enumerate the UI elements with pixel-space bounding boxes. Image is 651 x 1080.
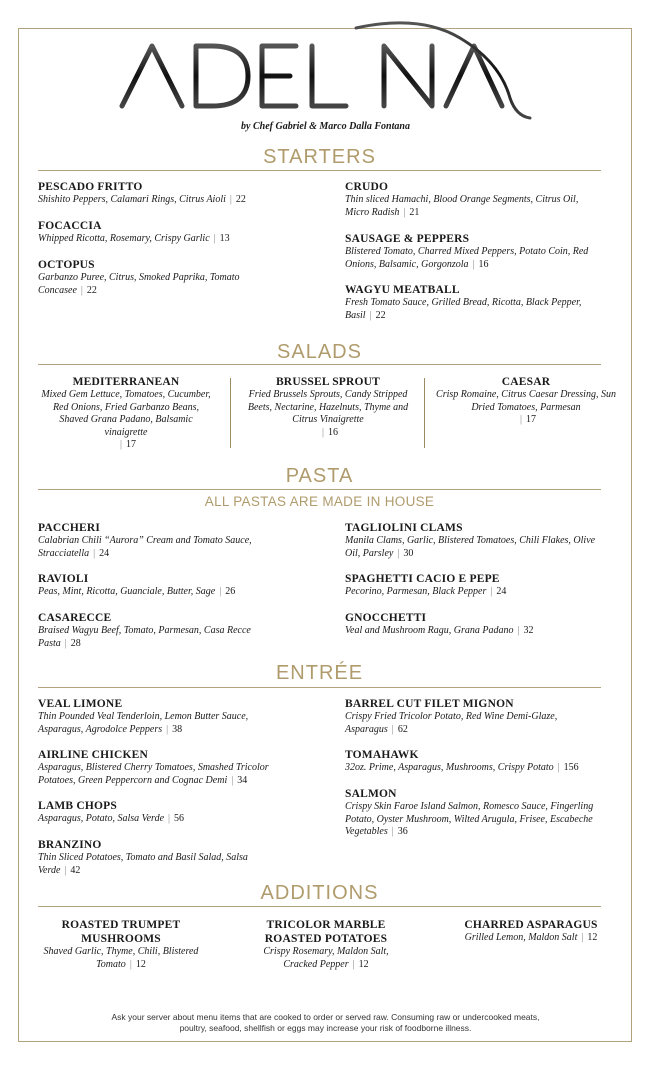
item-name: FOCACCIA	[38, 220, 102, 232]
item-description: Crispy Fried Tricolor Potato, Red Wine Demi-Glaze, Asparagus	[345, 711, 558, 735]
item-name: PACCHERI	[38, 522, 101, 534]
menu-item: TRICOLOR MARBLE ROASTED POTATOES Crispy Rosemary, Maldon Salt, Cracked Pepper | 12	[246, 918, 406, 971]
menu-item: CRUDO Thin sliced Hamachi, Blood Orange Segments, Citrus Oil, Micro Radish | 21	[345, 180, 600, 219]
food-safety-disclaimer	[60, 1012, 591, 1034]
menu-item: ROASTED TRUMPET MUSHROOMS Shaved Garlic, Thyme, Chili, Blistered Tomato | 12	[38, 918, 204, 971]
item-description: Pecorino, Parmesan, Black Pepper	[345, 586, 487, 597]
item-name: TAGLIOLINI CLAMS	[345, 522, 463, 534]
item-price: 16	[478, 258, 489, 270]
item-price: 17	[126, 439, 136, 450]
item-description: Blistered Tomato, Charred Mixed Peppers, Potato Coin, Red Onions, Balsamic, Gorgonzola	[345, 246, 589, 270]
item-price: 17	[526, 414, 536, 425]
item-description: Peas, Mint, Ricotta, Guanciale, Butter, Sage	[38, 586, 216, 597]
item-price: 22	[86, 284, 97, 296]
section-rule	[38, 687, 601, 688]
item-description: Whipped Ricotta, Rosemary, Crispy Garlic	[38, 233, 210, 244]
item-name: SALMON	[345, 788, 397, 800]
item-name: SAUSAGE & PEPPERS	[345, 233, 470, 245]
item-description: Crisp Romaine, Citrus Caesar Dressing, Sun Dried Tomatoes, Parmesan	[436, 389, 616, 413]
menu-item: BRANZINO Thin Sliced Potatoes, Tomato and Basil Salad, Salsa Verde | 42	[38, 839, 248, 876]
item-description: Veal and Mushroom Ragu, Grana Padano	[345, 625, 514, 636]
item-name: MEDITERRANEAN	[72, 376, 180, 388]
item-price: 13	[219, 233, 230, 244]
menu-item: SAUSAGE & PEPPERS Blistered Tomato, Charred Mixed Peppers, Potato Coin, Red Onions, Balsamic, Gorgonzola | 16	[345, 232, 600, 271]
section-title-additions: ADDITIONS	[260, 882, 379, 904]
item-name: BRUSSEL SPROUT	[275, 376, 381, 388]
menu-item: TOMAHAWK 32oz. Prime, Asparagus, Mushrooms, Crispy Potato | 156	[345, 748, 607, 775]
section-rule	[38, 170, 601, 171]
column-divider	[424, 378, 425, 448]
menu-item: CASARECCE Braised Wagyu Beef, Tomato, Parmesan, Casa Recce Pasta | 28	[38, 611, 288, 650]
section-rule	[38, 906, 601, 907]
item-name: OCTOPUS	[38, 259, 95, 271]
menu-item: CHARRED ASPARAGUS Grilled Lemon, Maldon Salt | 12	[444, 918, 618, 945]
menu-item: VEAL LIMONE Thin Pounded Veal Tenderloin, Lemon Butter Sauce, Asparagus, Agrodolce Peppers | 38	[38, 697, 288, 736]
item-name: CAESAR	[501, 376, 551, 388]
logo-wordmark	[0, 18, 651, 122]
menu-item: MEDITERRANEAN Mixed Gem Lettuce, Tomatoes, Cucumber, Red Onions, Fried Garbanzo Beans, Shaved Grana Padano, Balsamic vinaigrette | 17	[38, 375, 214, 452]
menu-item: RAVIOLI Peas, Mint, Ricotta, Guanciale, Butter, Sage | 26	[38, 572, 318, 599]
item-name: WAGYU MEATBALL	[345, 284, 460, 296]
item-price: 36	[397, 826, 408, 837]
section-title-pasta: PASTA	[285, 465, 354, 487]
item-description: Shishito Peppers, Calamari Rings, Citrus Aioli	[38, 194, 226, 205]
menu-item: GNOCCHETTI Veal and Mushroom Ragu, Grana Padano | 32	[345, 611, 607, 638]
menu-item: CAESAR Crisp Romaine, Citrus Caesar Dressing, Sun Dried Tomatoes, Parmesan | 17	[432, 375, 620, 427]
restaurant-logo	[0, 18, 651, 122]
item-description: Fried Brussels Sprouts, Candy Stripped Beets, Nectarine, Hazelnuts, Thyme and Citrus Vinaigrette	[247, 389, 409, 425]
pasta-subtitle: ALL PASTAS ARE MADE IN HOUSE	[204, 494, 435, 509]
menu-item: BRUSSEL SPROUT Fried Brussels Sprouts, Candy Stripped Beets, Nectarine, Hazelnuts, Thyme and Citrus Vinaigrette | 16	[238, 375, 418, 439]
item-name: RAVIOLI	[38, 573, 89, 585]
item-description: Crispy Skin Faroe Island Salmon, Romesco Sauce, Fingerling Potato, Oyster Mushroom, Wilted Arugula, Frisee, Escabeche Vegetables	[345, 801, 594, 837]
item-price: 24	[99, 547, 110, 559]
item-description: Shaved Garlic, Thyme, Chili, Blistered Tomato	[43, 946, 199, 970]
item-price: 30	[403, 547, 414, 559]
item-name: PESCADO FRITTO	[38, 181, 143, 193]
item-description: Grilled Lemon, Maldon Salt	[464, 932, 578, 943]
item-description: Asparagus, Potato, Salsa Verde	[38, 813, 165, 824]
item-description: Thin Sliced Potatoes, Tomato and Basil Salad, Salsa Verde	[38, 852, 248, 876]
item-price: 12	[358, 958, 369, 970]
item-name: LAMB CHOPS	[38, 800, 117, 812]
section-title-entree: ENTRÉE	[275, 662, 364, 684]
menu-item: TAGLIOLINI CLAMS Manila Clams, Garlic, Blistered Tomatoes, Chili Flakes, Olive Oil, Parsley | 30	[345, 521, 607, 560]
item-price: 38	[172, 723, 183, 735]
item-price: 26	[225, 586, 236, 597]
item-description: Garbanzo Puree, Citrus, Smoked Paprika, Tomato Concasee	[38, 272, 240, 296]
item-name: SPAGHETTI CACIO E PEPE	[345, 573, 500, 585]
item-name: AIRLINE CHICKEN	[38, 749, 149, 761]
disclaimer-line: Ask your server about menu items that are cooked to order or served raw. Consuming raw or undercooked meats,	[111, 1012, 540, 1022]
item-price: 42	[70, 864, 81, 876]
menu-item: LAMB CHOPS Asparagus, Potato, Salsa Verde | 56	[38, 799, 318, 826]
item-price: 32	[523, 625, 534, 636]
column-divider	[230, 378, 231, 448]
menu-item: FOCACCIA Whipped Ricotta, Rosemary, Crispy Garlic | 13	[38, 219, 318, 246]
item-name: ROASTED TRUMPET MUSHROOMS	[61, 919, 181, 945]
section-rule	[38, 489, 601, 490]
item-price: 12	[587, 932, 598, 943]
menu-item: AIRLINE CHICKEN Asparagus, Blistered Cherry Tomatoes, Smashed Tricolor Potatoes, Green Peppercorn and Cognac Demi | 34	[38, 748, 300, 787]
item-description: Thin Pounded Veal Tenderloin, Lemon Butter Sauce, Asparagus, Agrodolce Peppers	[38, 711, 249, 735]
item-name: CRUDO	[345, 181, 389, 193]
item-name: CASARECCE	[38, 612, 112, 624]
section-title-salads: SALADS	[277, 341, 362, 363]
menu-item: BARREL CUT FILET MIGNON Crispy Fried Tricolor Potato, Red Wine Demi-Glaze, Asparagus | 62	[345, 697, 585, 736]
item-price: 156	[563, 762, 579, 773]
item-name: GNOCCHETTI	[345, 612, 427, 624]
item-name: BARREL CUT FILET MIGNON	[345, 698, 514, 710]
item-name: TRICOLOR MARBLE ROASTED POTATOES	[264, 919, 388, 945]
section-title-starters: STARTERS	[263, 146, 376, 168]
item-price: 21	[409, 206, 420, 218]
item-price: 16	[328, 426, 338, 438]
item-price: 28	[70, 637, 81, 649]
item-description: Crispy Rosemary, Maldon Salt, Cracked Pepper	[263, 946, 389, 970]
menu-item: OCTOPUS Garbanzo Puree, Citrus, Smoked Paprika, Tomato Concasee | 22	[38, 258, 278, 297]
menu-item: SALMON Crispy Skin Faroe Island Salmon, Romesco Sauce, Fingerling Potato, Oyster Mushroom, Wilted Arugula, Frisee, Escabeche Vegetables | 36	[345, 787, 607, 839]
item-description: Mixed Gem Lettuce, Tomatoes, Cucumber, Red Onions, Fried Garbanzo Beans, Shaved Grana Padano, Balsamic vinaigrette	[41, 389, 211, 438]
item-description: Braised Wagyu Beef, Tomato, Parmesan, Casa Recce Pasta	[38, 625, 251, 649]
item-price: 22	[375, 309, 386, 321]
item-description: Thin sliced Hamachi, Blood Orange Segments, Citrus Oil, Micro Radish	[345, 194, 579, 218]
item-price: 12	[135, 958, 146, 970]
item-description: Asparagus, Blistered Cherry Tomatoes, Smashed Tricolor Potatoes, Green Peppercorn and Cognac Demi	[38, 762, 269, 786]
item-description: Fresh Tomato Sauce, Grilled Bread, Ricotta, Black Pepper, Basil	[345, 297, 582, 321]
menu-item: SPAGHETTI CACIO E PEPE Pecorino, Parmesan, Black Pepper | 24	[345, 572, 607, 599]
item-description: 32oz. Prime, Asparagus, Mushrooms, Crispy Potato	[345, 762, 554, 773]
item-name: BRANZINO	[38, 839, 102, 851]
item-price: 62	[397, 723, 408, 735]
section-rule	[38, 364, 601, 365]
item-price: 56	[174, 813, 185, 824]
item-description: Calabrian Chili “Aurora” Cream and Tomato Sauce, Stracciatella	[38, 535, 252, 559]
menu-item: PESCADO FRITTO Shishito Peppers, Calamari Rings, Citrus Aioli | 22	[38, 180, 318, 207]
item-price: 24	[496, 586, 507, 597]
chef-byline: by Chef Gabriel & Marco Dalla Fontana	[241, 121, 410, 132]
item-price: 34	[237, 774, 248, 786]
item-name: CHARRED ASPARAGUS	[464, 919, 598, 931]
menu-item: WAGYU MEATBALL Fresh Tomato Sauce, Grilled Bread, Ricotta, Black Pepper, Basil | 22	[345, 283, 600, 322]
disclaimer-line: poultry, seafood, shellfish or eggs may increase your risk of foodborne illness.	[179, 1023, 472, 1033]
item-price: 22	[235, 194, 246, 205]
menu-item: PACCHERI Calabrian Chili “Aurora” Cream and Tomato Sauce, Stracciatella | 24	[38, 521, 288, 560]
item-description: Manila Clams, Garlic, Blistered Tomatoes, Chili Flakes, Olive Oil, Parsley	[345, 535, 596, 559]
item-name: TOMAHAWK	[345, 749, 419, 761]
item-name: VEAL LIMONE	[38, 698, 123, 710]
